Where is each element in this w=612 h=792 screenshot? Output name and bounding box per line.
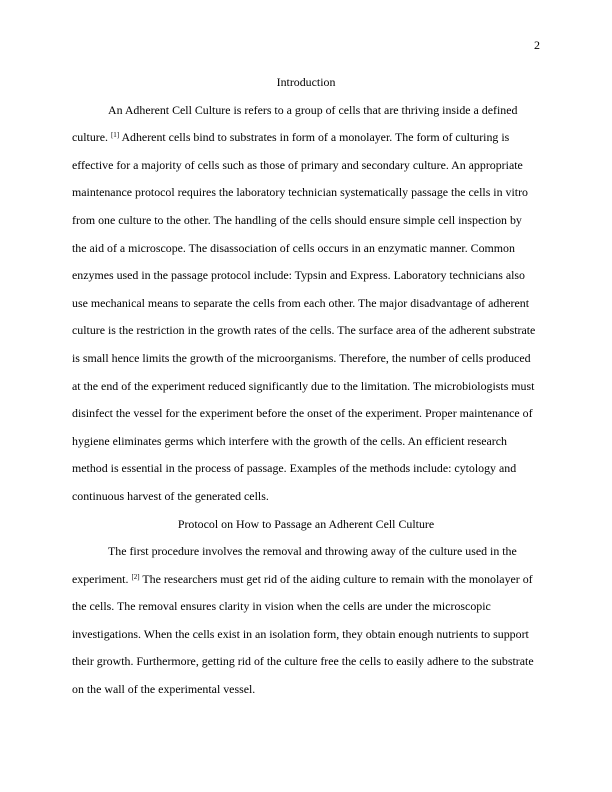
text-line: is small hence limits the growth of the microorganisms. Therefore, the number of cells produced <box>72 350 531 365</box>
text-line: enzymes used in the passage protocol include: Typsin and Express. Laboratory technicians also <box>72 268 525 283</box>
text-line: The first procedure involves the removal and throwing away of the culture used in the <box>108 544 517 559</box>
text-fragment: culture. <box>72 130 111 145</box>
text-line: An Adherent Cell Culture is refers to a group of cells that are thriving inside a defined <box>108 102 518 117</box>
section-heading-protocol: Protocol on How to Passage an Adherent Cell Culture <box>177 516 435 531</box>
text-line: their growth. Furthermore, getting rid of the culture free the cells to easily adhere to the substrate <box>72 654 534 669</box>
text-line: hygiene eliminates germs which interfere with the growth of the cells. An efficient research <box>72 433 507 448</box>
text-line: disinfect the vessel for the experiment before the onset of the experiment. Proper maintenance of <box>72 406 533 421</box>
citation-marker: [1] <box>110 131 120 140</box>
text-fragment: experiment. <box>72 571 132 586</box>
text-line: at the end of the experiment reduced significantly due to the limitation. The microbiologists must <box>72 378 535 393</box>
text-line <box>72 124 540 152</box>
section-heading-introduction: Introduction <box>276 75 336 89</box>
text-line: investigations. When the cells exist in an isolation form, they obtain enough nutrients to support <box>72 626 529 641</box>
text-line <box>72 566 540 594</box>
text-line: the aid of a microscope. The disassociation of cells occurs in an enzymatic manner. Common <box>72 240 515 255</box>
paragraph-protocol <box>72 538 540 704</box>
document-body <box>72 69 540 704</box>
text-line: maintenance protocol requires the laboratory technician systematically passage the cells in vitro <box>72 185 528 200</box>
text-line: continuous harvest of the generated cells. <box>72 488 269 503</box>
text-line: use mechanical means to separate the cells from each other. The major disadvantage of adherent <box>72 295 530 310</box>
page-number: 2 <box>534 38 540 52</box>
text-fragment: Adherent cells bind to substrates in form of a monolayer. The form of culturing is <box>119 130 510 145</box>
text-line: from one culture to the other. The handling of the cells should ensure simple cell inspection by <box>72 212 522 227</box>
text-line: the cells. The removal ensures clarity in vision when the cells are under the microscopic <box>72 599 491 614</box>
paragraph-introduction <box>72 97 540 511</box>
text-line: effective for a majority of cells such as those of primary and secondary culture. An appropriate <box>72 157 523 172</box>
text-fragment: The researchers must get rid of the aiding culture to remain with the monolayer of <box>139 571 533 586</box>
text-line: method is essential in the process of passage. Examples of the methods include: cytology and <box>72 461 517 476</box>
text-line: culture is the restriction in the growth rates of the cells. The surface area of the adherent substrate <box>72 323 536 338</box>
citation-marker: [2] <box>131 572 140 581</box>
text-line: on the wall of the experimental vessel. <box>72 682 256 697</box>
